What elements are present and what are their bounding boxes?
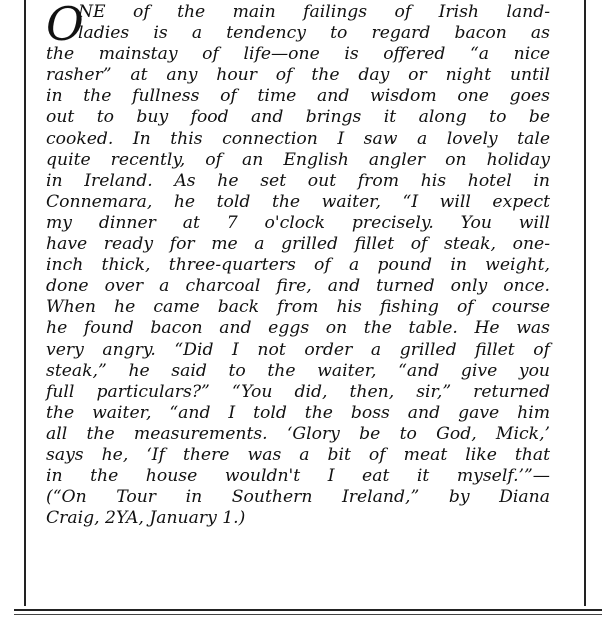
article-line: steak,” he said to the waiter, “and give you bbox=[46, 360, 550, 381]
article-line: NE of the main failings of Irish land- bbox=[78, 2, 550, 22]
article-line: out to buy food and brings it along to be bbox=[46, 107, 550, 128]
article-line: quite recently, of an English angler on holiday bbox=[46, 149, 550, 170]
article-body bbox=[46, 2, 550, 529]
drop-cap: O bbox=[46, 0, 84, 51]
article-line: rasher” at any hour of the day or night until bbox=[46, 65, 550, 86]
article-line: Connemara, he told the waiter, “I will expect bbox=[46, 191, 550, 212]
article-line: Craig, 2YA, January 1.) bbox=[46, 508, 246, 529]
article-line: in the house wouldn't I eat it myself.’”— bbox=[46, 466, 550, 487]
article-line: in Ireland. As he set out from his hotel in bbox=[46, 170, 550, 191]
article-line: (“On Tour in Southern Ireland,” by Diana bbox=[46, 487, 550, 508]
bottom-rule bbox=[14, 609, 602, 611]
article-line: very angry. “Did I not order a grilled fillet of bbox=[46, 339, 550, 360]
article-line: cooked. In this connection I saw a lovely tale bbox=[46, 128, 550, 149]
article-line: all the measurements. ‘Glory be to God, Mick,’ bbox=[46, 423, 550, 444]
article-line: have ready for me a grilled fillet of steak, one- bbox=[46, 234, 550, 255]
article-line: ladies is a tendency to regard bacon as bbox=[78, 23, 550, 44]
article-line: the waiter, “and I told the boss and gave him bbox=[46, 402, 550, 423]
article-line: the mainstay of life—one is offered “a nice bbox=[46, 44, 550, 65]
article-line: full particulars?” “You did, then, sir,” returned bbox=[46, 381, 550, 402]
article-line: done over a charcoal fire, and turned only once. bbox=[46, 276, 550, 297]
article-line: he found bacon and eggs on the table. He was bbox=[46, 318, 550, 339]
article-line: inch thick, three-quarters of a pound in weight, bbox=[46, 255, 550, 276]
article-line: in the fullness of time and wisdom one goes bbox=[46, 86, 550, 107]
bottom-rule-thin bbox=[14, 614, 602, 615]
article-line: When he came back from his fishing of course bbox=[46, 297, 550, 318]
article-line: says he, ‘If there was a bit of meat like that bbox=[46, 444, 550, 465]
article-line: my dinner at 7 o'clock precisely. You will bbox=[46, 212, 550, 233]
